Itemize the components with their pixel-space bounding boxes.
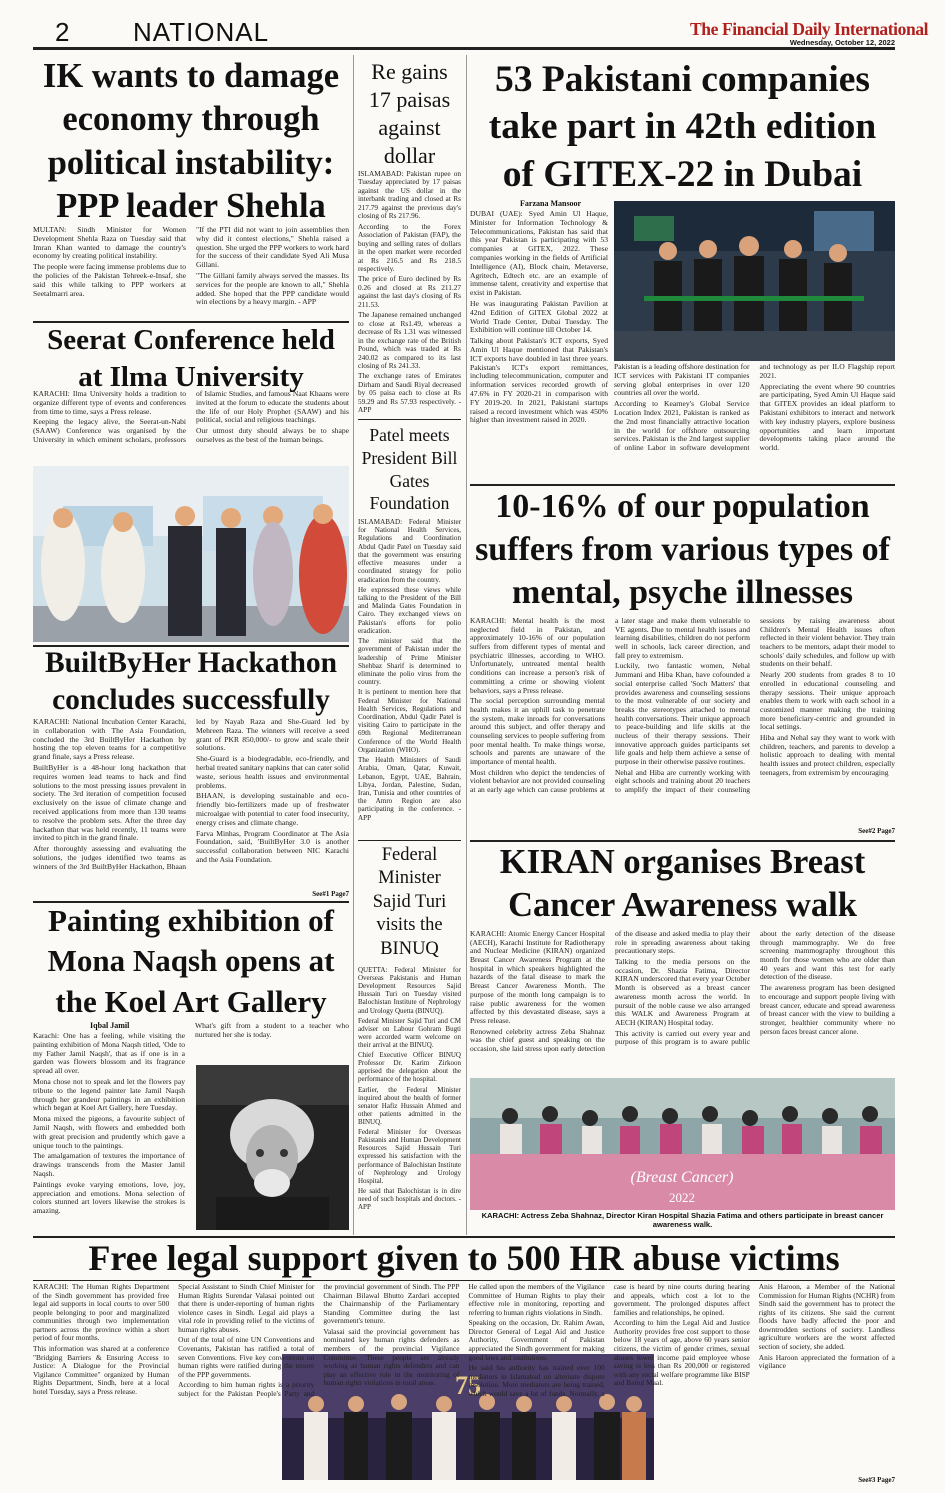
patel-headline: Patel meets President Bill Gates Foundation bbox=[361, 425, 458, 514]
kiran-caption: KARACHI: Actress Zeba Shahnaz, Director Kiran Hospital Shazia Fatima and others participate in breast cancer awareness walk. bbox=[481, 1211, 884, 1230]
painting-body-right: What's gift from a student to a teacher who nurtured her she is today. bbox=[195, 1022, 349, 1039]
seerat-headline: Seerat Conference held at Ilma University bbox=[47, 324, 335, 393]
page-number: 2 bbox=[55, 17, 70, 47]
divider bbox=[33, 1280, 895, 1281]
section-title: NATIONAL bbox=[133, 17, 270, 47]
painting-photo bbox=[196, 1065, 349, 1230]
issue-date: Wednesday, October 12, 2022 bbox=[789, 38, 895, 47]
turi-body: QUETTA: Federal Minister for Overseas Pakistanis and Human Development Resources Sajid Hussain Turi on Tuesday visited Balochistan Institute of Nephrology and Urology Quetta (BINUQ). Federal Minister Sajid Turi and CM adviser on Labour Gohram Bugti were accorded warm welcome on their arrival at the BINUQ. Chief Executive Officer BINUQ Professor Dr. Karim Zirkoon apprised the delegation about the performance of the hospital. Earlier, the Federal Minister inquired about the health of former senator Hafiz Hussain Ahmed and other patients admitted in the BINUQ. Federal Minister for Overseas Pakistanis and Human Development Resources Sajid Hussain Turi expressed his satisfaction with the performance of Balochistan Institute of Nephrology and Urology Hospital. He said that Balochistan is in dire need of such hospitals and doctors. - APP bbox=[358, 966, 461, 1212]
mental-body: KARACHI: Mental health is the most neglected field in Pakistan, and approximately 10-16% of our population suffers from different types of mental and psychiatric illnesses, according to WHO. Unfortunately, untreated mental health conditions can increase a person's risk of committing a crime or showing violent behaviors, says a Press release. The social perception surrounding mental health makes it an uphill task to penetrate the system, make inroads for conversations around this subject, and offer therapy and counseling services to people suffering from poor mental health. To make things worse, schools and parents are unaware of the importance of mental health. Most children who depict the tendencies of violent behavior are not provided counseling at an early age which can cause problems at a later stage and make them vulnerable to VE agents. Due to mental health issues and learning disabilities, children do not perform well in schools, lack career direction, and fall prey to extremism. Luckily, two fantastic women, Nehal Jummani and Hiba Khan, have cofounded a social enterprise called 'Soch Matters' that provides awareness and counseling sessions to the most vulnerable of our society and breaks the stereotypes attached to mental health conversations. Their unique approach to peace-building and life skills at the nucleus of their therapy sessions. Their innovative approach guides participants set life goals and help them achieve a sense of purpose in their otherwise passive routines. Nehal and Hiba are currently working with eight schools and training about 20 teachers to amplify the impact of their counseling sessions by raising awareness about Children's Mental Health issues often reflected in their violent behavior. They train teachers to be mentors, adapt their model to schools' daily schedules, and follow up with students on their behalf. Nearly 200 students from grades 8 to 10 enrolled in educational counseling and therapy sessions. Their unique approach enables them to work with each school in a customized manner making the training more beneficiary-centric and grounded in local settings. Hiba and Nehal say they want to work with children, teachers, and parents to develop a holistic approach to dealing with mental health issues and protect children, especially teenagers, from extremism by encouraging bbox=[470, 617, 895, 795]
masthead-rule bbox=[33, 47, 895, 50]
rupee-headline: Re gains 17 paisas against dollar bbox=[368, 59, 451, 168]
divider bbox=[358, 419, 461, 420]
column-rule bbox=[466, 55, 467, 1235]
painting-body-left: Karachi: One has a feeling, while visiting the painting exhibition of Mona Naqsh titled, 'Ode to my Father Jamil Naqsh', that as if one is in a garden was flowers blossom and its fragrance spread all over. Mona chose not to speak and let the flowers pay tribute to the legend painter late Jamil Naqsh through her grandeur paintings in an exhibition which began at Koel Art Gallery, here Tuesday. Mona mixed the pigeons, a favourite subject of Jamil Naqsh, with flowers and embedded both with great precision and prudently which gave a unique touch to the paintings. The amalgamation of textures the importance of drawings transcends from the Master Jamil Naqsh. Paintings evoke varying emotions, love, joy, appreciation and emotions. Mona selection of colors stunned art lovers likewise the strokes is amazing. bbox=[33, 1032, 185, 1216]
hackathon-body: KARACHI: National Incubation Center Karachi, in collaboration with The Asia Foundation, concluded the 3rd BuiltByHer Hackathon by hosting the top eleven teams for a competitive grand finale, says a Press release. BuiltByHer is a 48-hour long hackathon that requires women lead teams to hack and find solutions to the most pressing issues prevalent in society. The 3rd iteration of competition focused exclusively on the issue of climate change and received applications from more than 130 teams to resolve the problem sets. After the three day hackathon that was held recently, 11 teams were invited to pitch in the grand finale. After thoroughly assessing and evaluating the solutions, the judges identified two teams as winners of the 3rd BuiltByHer Hackathon, Bhaan led by Nayab Raza and She-Guard led by Mehreen Raza. The winners will receive a seed grant of PKR 850,000/- to grow and scale their solutions. She-Guard is a biodegradable, eco-friendly, and herbal treated sanitary napkins that can cater solid waste, serious health issues and environmental problems. BHAAN, is developing sustainable and eco-friendly bio-fertilizers made up of freshwater microalgae with potential to cater food insecurity, energy crises and climate change. Farva Minhas, Program Coordinator at The Asia Foundation, said, 'BuiltByHer 3.0 is another successful collaboration between NIC Karachi and the Asia Foundation. bbox=[33, 718, 349, 871]
painting-headline: Painting exhibition of Mona Naqsh opens at the Koel Art Gallery bbox=[47, 903, 335, 1019]
mental-headline: 10-16% of our population suffers from various types of mental, psyche illnesses bbox=[475, 488, 890, 612]
kiran-body: KARACHI: Atomic Energy Cancer Hospital (AECH), Karachi Institute for Radiotherapy and Nuclear Medicine (KIRAN) organized Breast Cancer Awareness Program at the hospital in which speakers highlighted the hazards of the fatal disease to mark the Breast Cancer Awareness Month. The purpose of the month long campaign is to raise public awareness for the women affected by this devastated disease, says a Press release. Renowned celebrity actress Zeba Shahnaz was the chief guest and speaking on the occasion, she laid stress upon early detection of the disease and asked media to play their role in spreading awareness about taking precautionary steps. Talking to the media persons on the occasion, Dr. Shazia Fatima, Director KIRAN underscored that every year October Month is observed as a breast cancer awareness month across the world. In pursuit of the noble cause we also arranged this WALK and Awareness Program at AECH (KIRAN) Hospital today. This activity is carried out every year and purpose of this program is to aware public about the early detection of the disease through mammography. We do free screening mammography throughout this month for those women who are older than 40 years and want this test for early detection of the disease. The awareness program has been designed to encourage and support people living with breast cancer, educate and spread awareness of breast cancer with the view to building a stronger, healthier community where no person faces breast cancer alone. bbox=[470, 930, 895, 1053]
seerat-photo bbox=[33, 466, 349, 642]
seerat-body: KARACHI: Ilma University holds a tradition to organize different type of events and conferences from time to time, says a Press release. Keeping the legacy alive, the Seerat-un-Nabi (SAAW) Conference was organised by the University in which eminent scholars, professors of Islamic Studies, and famous Naat Khaans were invited at the forum to educate the students about the life of our Holy Prophet (SAAW) and his political, social and religious teachings. Our utmost duty should always be to shape ourselves as the best of the human beings. bbox=[33, 390, 349, 444]
shehla-body: MULTAN: Sindh Minister for Women Development Shehla Raza on Tuesday said that Imran Khan wanted to damage the country's economy by creating political instability. The people were facing immense problems due to the policies of the Pakistan Tehreek-e-Insaf, she said this while talking to PPP workers at Seetalmarri area. "If the PTI did not want to join assemblies then why did it contest elections," Shehla raised a question. She urged the PPP workers to work hard for the success of their candidate Syed Ali Musa Gillani. "The Gillani family always served the masses. Its services for the people are known to all," Shehla added. She hoped that the PPP candidate would win elections by a heavy margin. - APP bbox=[33, 226, 349, 307]
kiran-banner-text: (Breast Cancer) bbox=[630, 1169, 734, 1186]
turi-headline: Federal Minister Sajid Turi visits the BINUQ bbox=[372, 845, 447, 959]
column-rule bbox=[353, 55, 354, 1235]
gitex-photo bbox=[614, 201, 895, 361]
paper-name: The Financial Daily International bbox=[690, 19, 929, 39]
continued-label: See#1 Page7 bbox=[312, 890, 349, 898]
gitex-body-a: DUBAI (UAE): Syed Amin Ul Haque, Minister for Information Technology & Telecommunications, Pakistan has said that this year Pakistan is participating with 53 companies at GITEX, 2022. These companies working in the fields of Artificial Intelligence (AI), Block chain, Metaverse, Agritech, Edtech etc. are an example of immense talent, creativity and expertise that exist in Pakistan. He was inaugurating Pakistan Pavilion at 42nd Edition of GITEX Global 2022 at World Trade Center, Dubai Tuesday. The Exhibition will continue till October 14. Talking about Pakistan's ICT exports, Syed Amin Ul Haque mentioned that Pakistan's ICT exports have doubled in last three years. Pakistan's ICT's export remittances, including telecommunication, computer and information services recorded growth of 47.6% in FY 2020-21 in comparison with FY 2019-20. In 2021, Pakistani startups raised a record investment which was 450% higher than investment raised in 2020. bbox=[470, 210, 608, 425]
hackathon-headline: BuiltByHer Hackathon concludes successfully bbox=[44, 647, 338, 717]
legal-backdrop-text: 75 bbox=[455, 1371, 481, 1400]
rupee-body: ISLAMABAD: Pakistan rupee on Tuesday appreciated by 17 paisas against the US dollar in the interbank trading and closed at Rs 217.79 against the previous day's closing of Rs 217.96. According to the Forex Association of Pakistan (FAP), the buying and selling rates of dollars in the open market were recorded at Rs 216.5 and Rs 218.5 respectively. The price of Euro declined by Rs 0.26 and closed at Rs 211.27 against the last day's closing of Rs 211.53. The Japanese remained unchanged to close at Rs1.49, whereas a decrease of Rs 1.31 was witnessed in the exchange rate of the British Pound, which was traded at Rs 240.02 as compared to its last closing of Rs 241.33. The exchange rates of Emirates Dirham and Saudi Riyal decreased by 05 paisa each to close at Rs 59.29 and Rs 57.93 respectively. - APP bbox=[358, 170, 461, 415]
legal-headline: Free legal support given to 500 HR abuse victims bbox=[88, 1238, 840, 1278]
gitex-byline: Farzana Mansoor bbox=[520, 199, 582, 208]
shehla-headline: IK wants to damage economy through political instability: PPP leader Shehla bbox=[42, 57, 340, 226]
continued-label: See#2 Page7 bbox=[858, 827, 895, 835]
gitex-headline: 53 Pakistani companies take part in 42th edition of GITEX-22 in Dubai bbox=[488, 59, 877, 195]
kiran-headline: KIRAN organises Breast Cancer Awareness walk bbox=[499, 843, 866, 924]
divider bbox=[358, 840, 461, 841]
patel-body: ISLAMABAD: Federal Minister for National Health Services, Regulations and Coordination Abdul Qadir Patel on Tuesday said that the government was ensuring effective measures under a coordinated strategy for polio eradication from the country. He expressed these views while talking to the President of the Bill and Malinda Gates Foundation in Cairo. They exchanged views on Pakistan's efforts for polio eradication. The minister said that the government of Pakistan under the leadership of Prime Minister Shehbaz Sharif is determined to eliminate the polio virus from the country. It is pertinent to mention here that Federal Minister for National Health Services, Regulations and Coordination, Abdul Qadir Patel is visiting Cairo to participate in the 69th Regional Mediterranean Conference of the World Health Organization (WHO). The Health Ministers of Saudi Arabia, Oman, Qatar, Kuwait, Lebanon, Egypt, UAE, Bahrain, Libya, Jordan, Palestine, Sudan, Iran, Tunisia and other countries of the Amro Region are also participating in the conference. - APP bbox=[358, 518, 461, 822]
painting-byline: Iqbal Jamil bbox=[90, 1021, 130, 1030]
gitex-body-b: Pakistan is a leading offshore destination for ICT services with Pakistani IT companies serving global enterprises in over 120 countries all over the world. According to Kearney's Global Service Location Index 2021, Pakistan is ranked as the 2nd most financially attractive location in the world for offshore outsourcing services. Pakistan is the 2nd largest supplier of online Labor in software development and technology as per ILO Flagship report 2021. Appreciating the event where 90 countries are participating, Syed Amin Ul Haque said that GITEX provides an ideal platform to Pakistani exhibitors to interact and network with key industry players, explore business opportunities and learn important developments taking place around the world. bbox=[614, 363, 895, 453]
continued-label: See#3 Page7 bbox=[858, 1476, 895, 1484]
legal-body: KARACHI: The Human Rights Department of the Sindh government has provided free legal aid supports in local courts to over 500 people belonging to poor and marginalized communities through two implementation partners across the province within a short period of four months. This information was shared at a conference "Bridging Barriers & Ensuring Access to Justice: A Dialogue for the Provincial Vigilance Committee" organized by Human Rights Department, Sindh, here at a local hotel Tuesday, says a Press release. Special Assistant to Sindh Chief Minister for Human Rights Surendar Valasai pointed out that there is under-reporting of human rights violence cases in Sindh. Legal aid plays a vital role in providing relief to the victims of human rights abuses. Out of the total of nine UN Conventions and Covenants, Pakistan has ratified a total of seven Conventions. Five key conventions on human rights were ratified during the tenure of the PPP governments. According to him human rights is a priority subject for the Pakistan People's Party and the provincial government of Sindh. The PPP Chairman Bilawal Bhutto Zardari accepted the Chairmanship of the Parliamentary Standing Committee during the last government's tenure. Valasai said the provincial government has nominated key human rights defenders as members of the provincial Vigilance Committee. These people are already working as human rights defenders and can play an effective role in the monitoring of human rights violations in rural areas. He called upon the members of the Vigilance Committee of Human Rights to play their effective role in monitoring, reporting and referring to human rights violations in Sindh. Speaking on the occasion, Dr. Rahim Awan, Director General of Legal Aid and Justice Authority, Government of Pakistan appreciated the Sindh government for making good laws and institutions. He said his authority has trained over 100 mediators in Islamabad on alternate dispute resolution. More mediators are being trained, which would save a lot of funds. Normally, a case is heard by nine courts during hearing and appeals, which cost a lot to the government. The prolonged disputes affect families and relationships, he opined. According to him the Legal Aid and Justice Authority provides free cost support to those below 18 years of age, above 60 years senior citizens, the victim of gender crimes, sexual abuses lower income paid employee whose saving is less than Rs 200,000 or registered with any social welfare programme like BISP and Baitul Maal. Anis Haroon, a Member of the National Commission for Human Rights (NCHR) from Sindh said the government has to protect the rights of its citizens. She said the current floods have badly affected the poor and downtrodden sections of society. Landless agriculture workers are the worst affected section of society, she added. Anis Haroon appreciated the formation of a vigilance bbox=[33, 1283, 895, 1398]
kiran-banner-year: 2022 bbox=[669, 1190, 695, 1205]
kiran-photo bbox=[470, 1078, 895, 1210]
